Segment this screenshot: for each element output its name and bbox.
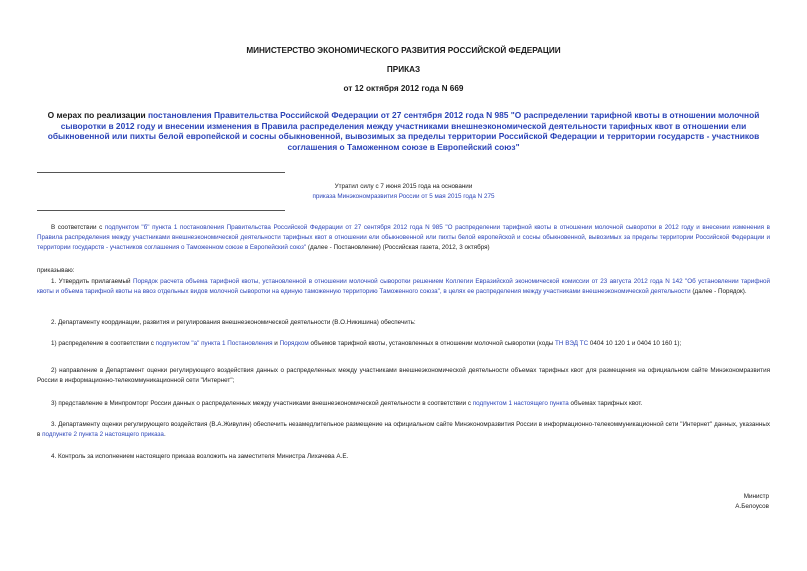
item-2-3-paragraph: [37, 399, 770, 409]
resolution-subpoint-link[interactable]: подпунктом "а" пункта 1 Постановления: [155, 340, 273, 347]
item-2-paragraph: 2. Департаменту координации, развития и регулирования внешнеэкономической деятельности (В.О.Никишина) обеспечить:: [51, 319, 416, 326]
tn-ved-link[interactable]: ТН ВЭД ТС: [555, 340, 589, 347]
preamble-paragraph: [37, 223, 770, 253]
item-2-3-text-2: объемах тарифных квот.: [568, 400, 643, 407]
item-2-1-text-1: 1) распределение в соответствии с: [51, 340, 156, 347]
preamble-text-2: (далее - Постановление) (Российская газета, 2012, 3 октября): [306, 244, 490, 251]
signatory-name: А.Белоусов: [735, 503, 769, 510]
document-date-number: от 12 октября 2012 года N 669: [343, 84, 464, 93]
subpoint-1-link[interactable]: подпунктом 1 настоящего пункта: [472, 400, 569, 407]
preamble-text-1: В соответствии с: [51, 224, 105, 231]
item-3-text-1: 3. Департаменту оценки регулирующего воздействия (В.А.Живулин) обеспечить незамедлительное размещение на официальном сайте Минэкономразвития России в информационно-телекоммуникационной сети "Интернет" данных, указанных в: [37, 421, 770, 438]
subpoint-2-link[interactable]: подпункте 2 пункта 2 настоящего приказа: [42, 431, 164, 438]
item-2-2-paragraph: 2) направление в Департамент оценки регулирующего воздействия данных о распределенных между участниками внешнеэкономической деятельности объемах тарифных квот для размещения на официальном сайте Минэкономразвития России в информационно-телекоммуникационной сети "Интернет";: [37, 367, 770, 384]
item-2-3-text-1: 3) представление в Минпромторг России данных о распределенных между участниками внешнеэкономической деятельности в соответствии с: [51, 400, 473, 407]
signatory-position: Министр: [743, 493, 769, 500]
ministry-name: МИНИСТЕРСТВО ЭКОНОМИЧЕСКОГО РАЗВИТИЯ РОССИЙСКОЙ ФЕДЕРАЦИИ: [246, 46, 561, 55]
procedure-link[interactable]: Порядок расчета объема тарифной квоты, установленной в отношении молочной сыворотки решением Коллегии Евразийской экономической комиссии от 23 августа 2012 года N 142 "Об установлении тарифной квоты и объема тарифной квоты на ввоз отдельных видов молочной сыворотки на единую таможенную территорию Таможенного союза", в целях ее распределения между участниками внешнеэкономической деятельности: [37, 278, 770, 295]
signature-block: [735, 492, 769, 512]
item-1-paragraph: [37, 277, 770, 297]
item-2-1-paragraph: [37, 339, 770, 349]
preamble-resolution-link[interactable]: подпунктом "б" пункта 1 постановления Правительства Российской Федерации от 27 сентября 2012 года N 985 "О распределении тарифной квоты в отношении молочной сыворотки в 2012 году и внесении изменения в Правила распределения между участниками внешнеэкономической деятельности тарифных квот в отношении ели обыкновенной или пихты белой европейской и сосны обыкновенной, вывозимых за пределы территории Российской Федерации и территории государств - участников соглашения о Таможенном союзе в Европейский союз": [37, 224, 770, 251]
item-2-1-text-3: объемов тарифной квоты, установленных в отношении молочной сыворотки (коды: [308, 340, 556, 347]
order-word: приказываю:: [37, 267, 75, 274]
item-2-1-text-2: и: [272, 340, 280, 347]
item-3-paragraph: [37, 420, 770, 440]
repeal-order-link[interactable]: приказа Минэкономразвития России от 5 мая 2015 года N 275: [312, 193, 495, 200]
divider-top: [37, 172, 285, 173]
title-prefix: О мерах по реализации: [47, 110, 148, 120]
repeal-notice: [290, 182, 517, 202]
repeal-notice-text: Утратил силу с 7 июня 2015 года на основании: [334, 183, 473, 190]
title-resolution-link[interactable]: постановления Правительства Российской Федерации от 27 сентября 2012 года N 985 "О распределении тарифной квоты в отношении молочной сыворотки в 2012 году и внесении изменения в Правила распределения между участниками внешнеэкономической деятельности тарифных квот в отношении ели обыкновенной или пихты белой европейской и сосны обыкновенной, вывозимых за пределы территории Российской Федерации и территории государств - участников соглашения о Таможенном союзе в Европейский союз": [47, 110, 760, 152]
item-3-text-2: .: [163, 431, 166, 438]
item-1-text-2: (далее - Порядок).: [690, 288, 747, 295]
item-1-text-1: 1. Утвердить прилагаемый: [51, 278, 133, 285]
divider-bottom: [37, 210, 285, 211]
document-type: ПРИКАЗ: [386, 65, 421, 74]
procedure-short-link[interactable]: Порядком: [279, 340, 309, 347]
document-title: [30, 110, 777, 152]
item-2-1-text-4: 0404 10 120 1 и 0404 10 160 1);: [588, 340, 682, 347]
item-4-paragraph: 4. Контроль за исполнением настоящего приказа возложить на заместителя Министра Лихачева А.Е.: [51, 453, 349, 460]
